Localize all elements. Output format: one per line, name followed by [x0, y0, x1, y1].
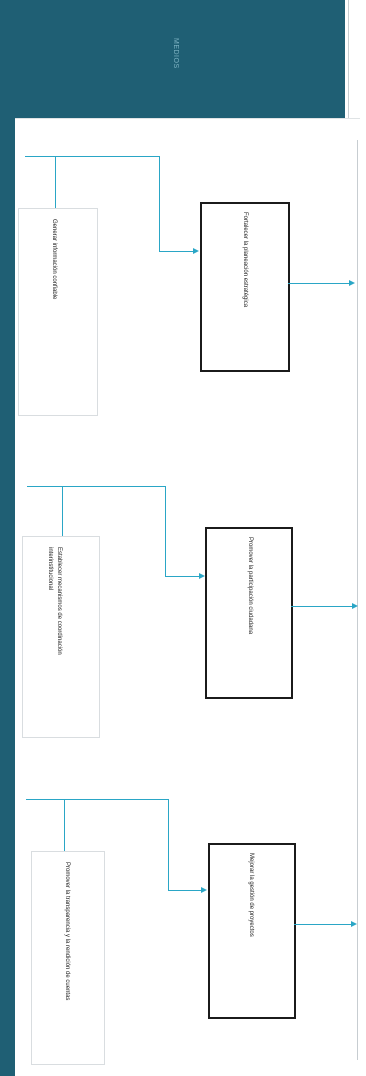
- connector-line: [168, 799, 169, 890]
- header-band: [0, 0, 345, 118]
- right-edge-line: [357, 140, 358, 1060]
- connector-line: [55, 156, 56, 208]
- arrowhead-icon: [352, 603, 358, 609]
- arrowhead-icon: [351, 921, 357, 927]
- fin-box-1: [200, 202, 290, 372]
- connector-line: [62, 486, 63, 536]
- medio-label-1: Generar información confiable: [51, 219, 57, 300]
- fin-label-2: Promover la participación ciudadana: [247, 537, 253, 635]
- connector-line: [294, 924, 352, 925]
- header-edge-line: [348, 0, 349, 118]
- connector-line: [64, 799, 65, 851]
- fin-label-3: Mejorar la gestión de proyectos: [248, 853, 254, 937]
- fin-box-3: [208, 843, 296, 1019]
- connector-line: [159, 251, 195, 252]
- fin-label-1: Fortalecer la planeación estratégica: [242, 212, 248, 308]
- connector-line: [165, 486, 166, 576]
- medio-box-2: [22, 536, 100, 738]
- arrowhead-icon: [193, 248, 199, 254]
- left-color-band: [0, 0, 15, 1076]
- arrowhead-icon: [349, 280, 355, 286]
- connector-line: [291, 606, 353, 607]
- header-divider: [15, 118, 360, 119]
- connector-line: [288, 283, 350, 284]
- medio-label-2: Establecer mecanismos de coordinación interinstitucional: [47, 547, 62, 655]
- header-title: MEDIOS: [172, 38, 179, 69]
- connector-line: [27, 486, 165, 487]
- connector-line: [168, 890, 203, 891]
- connector-line: [159, 156, 160, 251]
- connector-line: [25, 156, 159, 157]
- medio-box-3: [31, 851, 105, 1065]
- medio-label-3: Promover la transparencia y la rendición de cuentas: [64, 862, 70, 1001]
- connector-line: [26, 799, 168, 800]
- connector-line: [165, 576, 201, 577]
- arrowhead-icon: [201, 887, 207, 893]
- medio-box-1: [18, 208, 98, 416]
- fin-box-2: [205, 527, 293, 699]
